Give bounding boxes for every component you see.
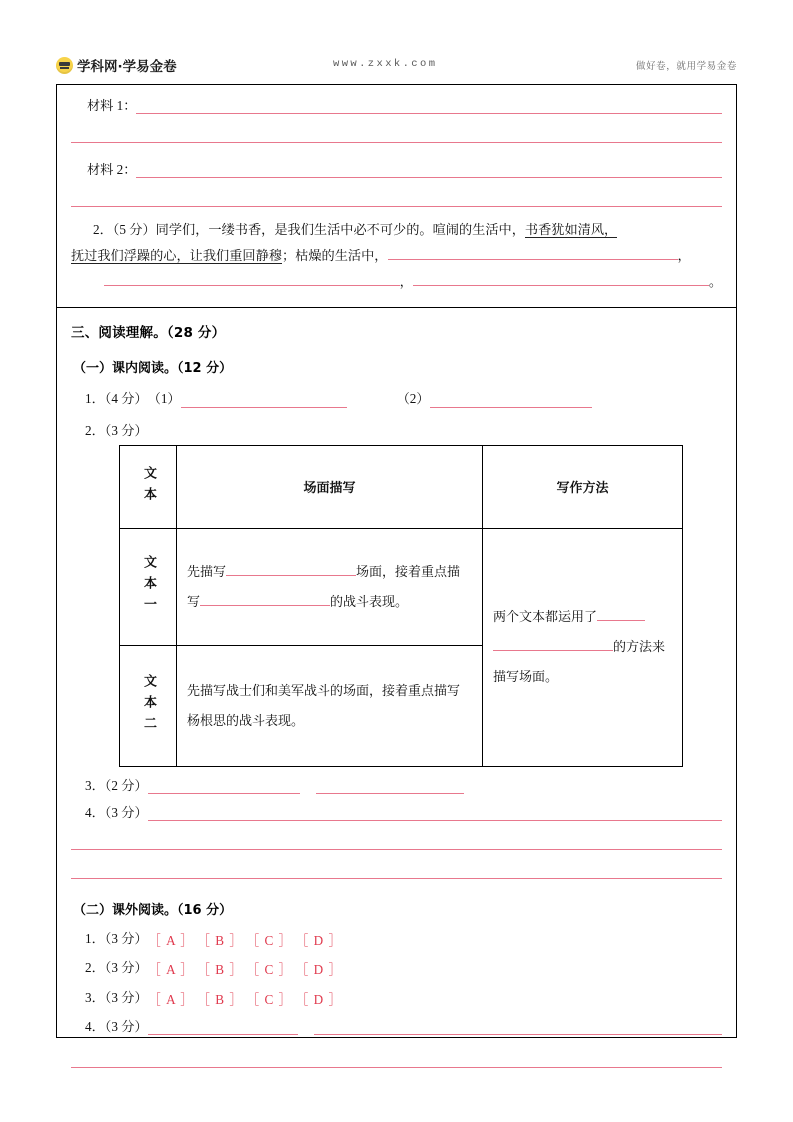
table-row <box>120 528 683 645</box>
part2-question-3-number: 3．（3 分） <box>85 989 148 1005</box>
zxxk-logo-icon <box>56 57 73 74</box>
question-2-stem-b: ；枯燥的生活中， <box>282 248 388 264</box>
question-2-number: 2．（5 分） <box>93 222 156 238</box>
header-url: www.zxxk.com <box>333 58 438 70</box>
method-blank-2[interactable] <box>493 650 613 651</box>
question-2-answer-rule-2[interactable] <box>104 285 400 286</box>
part1-question-4-answer-rule-1[interactable] <box>148 820 722 821</box>
option-b[interactable]: ［ B ］ <box>203 962 244 978</box>
part2-question-3-row <box>57 991 736 1006</box>
option-d[interactable]: ［ D ］ <box>301 991 343 1007</box>
part1-question-4-answer-rule-3[interactable] <box>71 878 722 879</box>
part1-question-3-answer-rule-1[interactable] <box>148 793 300 794</box>
answer-sheet-frame <box>56 84 737 1038</box>
part1-question-1-answer-rule-1[interactable] <box>181 407 347 408</box>
part-1-title: （一）课内阅读。（12 分） <box>73 361 233 377</box>
materials-block <box>57 99 736 307</box>
question-2-text-line3 <box>71 267 722 297</box>
option-c[interactable]: ［ C ］ <box>252 991 293 1007</box>
question-2-comma-2: ， <box>399 274 413 290</box>
table-cell-text-two <box>120 645 177 766</box>
question-2-underline-2: 抚过我们浮躁的心，让我们重回静穆 <box>71 248 282 264</box>
part1-question-4-number: 4．（3 分） <box>85 805 148 821</box>
part2-question-4-answer-rule-2[interactable] <box>314 1034 722 1035</box>
table-header-cell-method: 写作方法 <box>483 445 683 528</box>
material-1-row <box>57 99 736 114</box>
table-cell-scene-one <box>177 528 483 645</box>
part2-question-4-answer-rule-1[interactable] <box>148 1034 298 1035</box>
part2-question-3-options[interactable] <box>148 993 352 1006</box>
option-d[interactable]: ［ D ］ <box>301 933 343 949</box>
question-2-stem: 同学们，一缕书香，是我们生活中必不可少的。喧闹的生活中， <box>155 222 525 238</box>
part2-question-4-row <box>57 1020 736 1035</box>
question-2-period: 。 <box>708 274 722 290</box>
table-cell-text-one <box>120 528 177 645</box>
material-2-label: 材料 2： <box>87 162 137 178</box>
part1-question-1-answer-rule-2[interactable] <box>430 407 592 408</box>
table-row-1-label: 文本一 <box>141 555 156 619</box>
row1-scene-blank-2[interactable] <box>200 605 330 606</box>
part2-question-4-answer-rule-3[interactable] <box>71 1067 722 1068</box>
section-3-title-row <box>57 308 736 341</box>
row1-scene-prefix2: 点描写 <box>187 563 461 609</box>
part1-question-1-number: 1．（4 分） <box>85 391 148 407</box>
part-1-title-row <box>57 357 736 376</box>
part2-question-1-row <box>57 932 736 947</box>
part-2-title-row <box>57 899 736 918</box>
method-mid: 的方法 <box>613 639 653 655</box>
question-2-answer-rule-3[interactable] <box>413 285 709 286</box>
part1-question-3-row <box>57 779 736 794</box>
method-suffix: 来描写场面。 <box>493 639 666 685</box>
table-header-text-label: 文本 <box>141 465 156 508</box>
question-2-answer-rule-1[interactable] <box>388 259 678 260</box>
table-header-cell-text <box>120 445 177 528</box>
part1-question-2-row <box>57 424 736 439</box>
option-a[interactable]: ［ A ］ <box>147 962 195 978</box>
option-d[interactable]: ［ D ］ <box>301 962 343 978</box>
part1-question-1-row <box>57 392 736 407</box>
material-1-answer-rule-2[interactable] <box>71 142 722 143</box>
option-c[interactable]: ［ C ］ <box>252 933 293 949</box>
part1-question-1-sub2-label: （2） <box>396 391 430 407</box>
material-2-answer-rule[interactable] <box>136 177 722 178</box>
row1-scene-blank-1[interactable] <box>226 575 356 576</box>
page-header <box>56 52 737 78</box>
part1-question-1-sub1-label: （1） <box>147 391 181 407</box>
option-b[interactable]: ［ B ］ <box>203 933 244 949</box>
material-2-answer-rule-2[interactable] <box>71 206 722 207</box>
table-cell-method <box>483 528 683 766</box>
row2-scene-line2: 点描写杨根思的战斗表现。 <box>187 682 461 728</box>
part-2-title: （二）课外阅读。（16 分） <box>73 903 233 919</box>
material-2-row <box>57 163 736 178</box>
question-2-comma-1: ， <box>677 248 691 264</box>
option-c[interactable]: ［ C ］ <box>252 962 293 978</box>
part1-question-3-answer-rule-2[interactable] <box>316 793 464 794</box>
material-1-answer-rule[interactable] <box>136 113 722 114</box>
part2-question-1-number: 1．（3 分） <box>85 931 148 947</box>
part1-question-3-number: 3．（2 分） <box>85 777 148 793</box>
section-3-block <box>57 307 736 1068</box>
method-blank-1[interactable] <box>597 620 645 621</box>
brand <box>56 55 177 75</box>
row1-scene-suffix: 的战斗表现。 <box>330 593 409 609</box>
part2-question-2-number: 2．（3 分） <box>85 960 148 976</box>
part1-question-2-number: 2．（3 分） <box>85 422 148 438</box>
row2-scene-line1: 先描写战士们和美军战斗的场面，接着重 <box>187 682 422 698</box>
table-row-2-label: 文本二 <box>141 674 156 738</box>
option-a[interactable]: ［ A ］ <box>147 991 195 1007</box>
option-b[interactable]: ［ B ］ <box>203 991 244 1007</box>
table-cell-scene-two <box>177 645 483 766</box>
option-a[interactable]: ［ A ］ <box>147 933 195 949</box>
row1-scene-mid: 场面，接着重 <box>356 563 435 579</box>
row1-scene-prefix: 先描写 <box>187 563 227 579</box>
material-1-label: 材料 1： <box>87 98 137 113</box>
brand-label: 学科网·学易金卷 <box>77 59 177 75</box>
part2-question-4-number: 4．（3 分） <box>85 1018 148 1034</box>
table-header-cell-scene: 场面描写 <box>177 445 483 528</box>
question-2-block <box>57 215 736 297</box>
part1-question-4-answer-rule-2[interactable] <box>71 849 722 850</box>
part2-question-1-options[interactable] <box>148 934 352 947</box>
part2-question-2-row <box>57 961 736 976</box>
header-slogan: 做好卷，就用学易金卷 <box>635 61 737 72</box>
method-prefix: 两个文本都运用了 <box>493 609 598 625</box>
section-3-title: 三、阅读理解。（28 分） <box>71 325 226 342</box>
part2-question-2-options[interactable] <box>148 963 352 976</box>
question-2-underline-1: 书香犹如清风， <box>524 222 618 238</box>
table-header-row <box>120 445 683 528</box>
part1-question-4-row <box>57 806 736 821</box>
scene-description-table <box>119 445 683 767</box>
